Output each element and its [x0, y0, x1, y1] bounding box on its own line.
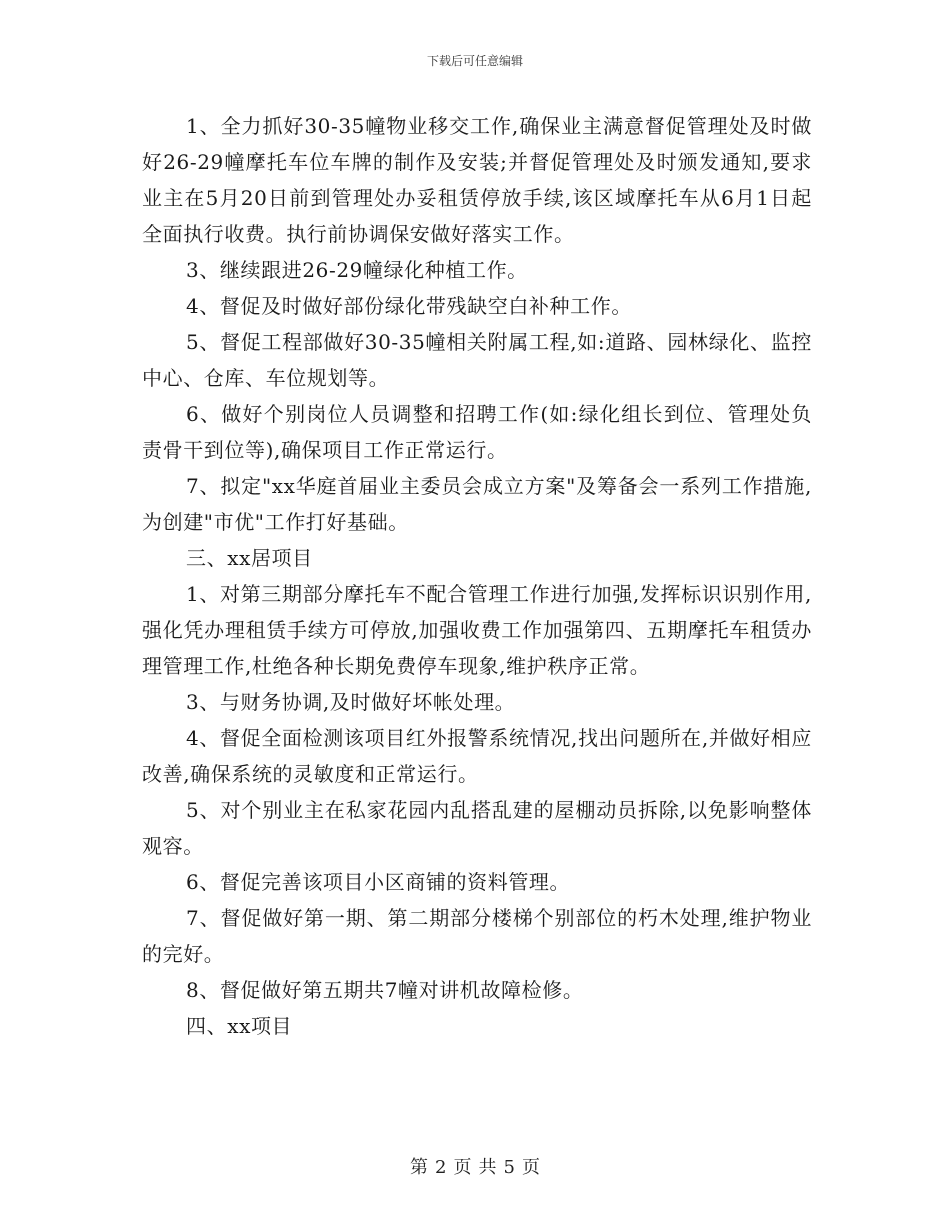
document-body	[142, 108, 812, 1044]
paragraph: 7、拟定"xx华庭首届业主委员会成立方案"及筹备会一系列工作措施,为创建"市优"工作打好基础。	[142, 474, 812, 534]
paragraph: 5、对个别业主在私家花园内乱搭乱建的屋棚动员拆除,以免影响整体观容。	[142, 798, 812, 858]
paragraph: 1、对第三期部分摩托车不配合管理工作进行加强,发挥标识识别作用,强化凭办理租赁手续方可停放,加强收费工作加强第四、五期摩托车租赁办理管理工作,杜绝各种长期免费停车现象,维护秩序正常。	[142, 582, 812, 678]
footer-page-word: 页	[453, 1157, 472, 1178]
section-heading: 四、xx项目	[186, 1014, 293, 1038]
paragraph: 4、督促及时做好部份绿化带残缺空白补种工作。	[186, 294, 632, 318]
paragraph: 3、与财务协调,及时做好坏帐处理。	[186, 690, 516, 714]
footer-total-word: 共	[478, 1157, 497, 1178]
paragraph: 3、继续跟进26-29幢绿化种植工作。	[186, 258, 528, 282]
page-header-note: 下载后可任意编辑	[426, 54, 523, 68]
paragraph: 1、全力抓好30-35幢物业移交工作,确保业主满意督促管理处及时做好26-29幢摩托车位车牌的制作及安装;并督促管理处及时颁发通知,要求业主在5月20日前到管理处办妥租赁停放手续,该区域摩托车从6月1日起全面执行收费。执行前协调保安做好落实工作。	[142, 114, 812, 246]
section-heading: 三、xx居项目	[186, 546, 313, 570]
page-footer	[0, 1153, 950, 1179]
paragraph: 5、督促工程部做好30-35幢相关附属工程,如:道路、园林绿化、监控中心、仓库、车位规划等。	[142, 330, 812, 390]
paragraph: 7、督促做好第一期、第二期部分楼梯个别部位的朽木处理,维护物业的完好。	[142, 906, 812, 966]
paragraph: 6、督促完善该项目小区商铺的资料管理。	[186, 870, 571, 894]
paragraph: 6、做好个别岗位人员调整和招聘工作(如:绿化组长到位、管理处负责骨干到位等),确保项目工作正常运行。	[142, 402, 812, 462]
page-total: 5	[503, 1157, 515, 1178]
page-number: 2	[435, 1157, 447, 1178]
footer-suffix: 页	[521, 1157, 540, 1178]
footer-prefix: 第	[410, 1157, 429, 1178]
paragraph: 8、督促做好第五期共7幢对讲机故障检修。	[186, 978, 584, 1002]
paragraph: 4、督促全面检测该项目红外报警系统情况,找出问题所在,并做好相应改善,确保系统的灵敏度和正常运行。	[142, 726, 812, 786]
